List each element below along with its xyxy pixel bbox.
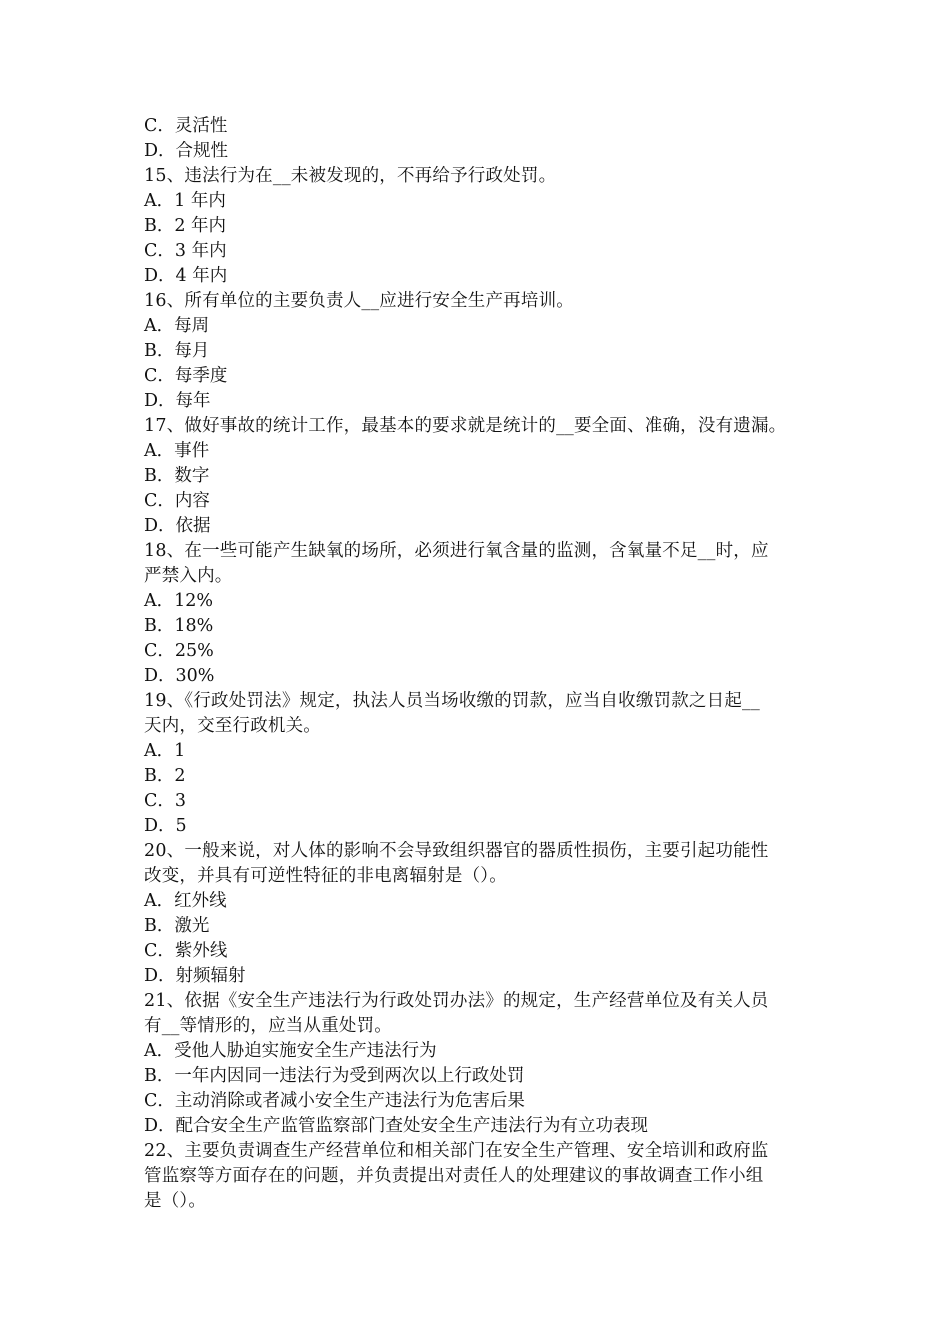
answer-option: C．每季度 [144,366,228,386]
answer-option: D．5 [144,816,187,836]
answer-option: C．内容 [144,491,210,511]
answer-option: C．主动消除或者减小安全生产违法行为危害后果 [144,1091,525,1111]
question-text-line: 15、违法行为在__未被发现的，不再给予行政处罚。 [144,166,557,186]
answer-option: A．红外线 [144,891,227,911]
question-text-line: 严禁入内。 [144,566,233,586]
answer-option: A．每周 [144,316,210,336]
answer-option: C．25% [144,641,214,661]
question-text-line: 天内，交至行政机关。 [144,716,321,736]
question-text-line: 管监察等方面存在的问题，并负责提出对责任人的处理建议的事故调查工作小组 [144,1166,764,1186]
answer-option: A．1 [144,741,186,761]
answer-option: D．依据 [144,516,211,536]
answer-option: B．18% [144,616,214,636]
question-text-line: 16、所有单位的主要负责人__应进行安全生产再培训。 [144,291,574,311]
question-text-line: 20、一般来说，对人体的影响不会导致组织器官的器质性损伤，主要引起功能性 [144,841,769,861]
answer-option: B．数字 [144,466,210,486]
answer-option: A．事件 [144,441,210,461]
question-text-line: 有__等情形的，应当从重处罚。 [144,1016,392,1036]
answer-option: C．灵活性 [144,116,228,136]
answer-option: D．配合安全生产监管监察部门查处安全生产违法行为有立功表现 [144,1116,649,1136]
answer-option: D．合规性 [144,141,229,161]
question-text-line: 21、依据《安全生产违法行为行政处罚办法》的规定，生产经营单位及有关人员 [144,991,769,1011]
question-text-line: 是（）。 [144,1191,207,1211]
question-text-line: 17、做好事故的统计工作，最基本的要求就是统计的__要全面、准确，没有遗漏。 [144,416,787,436]
question-text-line: 改变，并具有可逆性特征的非电离辐射是（）。 [144,866,507,886]
answer-option: B．每月 [144,341,210,361]
answer-option: A．12% [144,591,214,611]
answer-option: B．2 [144,766,186,786]
answer-option: C．3 [144,791,187,811]
answer-option: B．激光 [144,916,210,936]
question-text-line: 19、《行政处罚法》规定，执法人员当场收缴的罚款，应当自收缴罚款之日起__ [144,691,760,711]
answer-option: D．每年 [144,391,211,411]
answer-option: A．1 年内 [144,191,226,211]
answer-option: B．2 年内 [144,216,227,236]
document-page [144,114,810,1214]
answer-option: D．4 年内 [144,266,228,286]
question-text-line: 18、在一些可能产生缺氧的场所，必须进行氧含量的监测，含氧量不足__时，应 [144,541,769,561]
answer-option: A．受他人胁迫实施安全生产违法行为 [144,1041,437,1061]
question-text-line: 22、主要负责调查生产经营单位和相关部门在安全生产管理、安全培训和政府监 [144,1141,769,1161]
answer-option: D．射频辐射 [144,966,246,986]
answer-option: C．3 年内 [144,241,227,261]
answer-option: C．紫外线 [144,941,228,961]
answer-option: D．30% [144,666,215,686]
answer-option: B．一年内因同一违法行为受到两次以上行政处罚 [144,1066,525,1086]
